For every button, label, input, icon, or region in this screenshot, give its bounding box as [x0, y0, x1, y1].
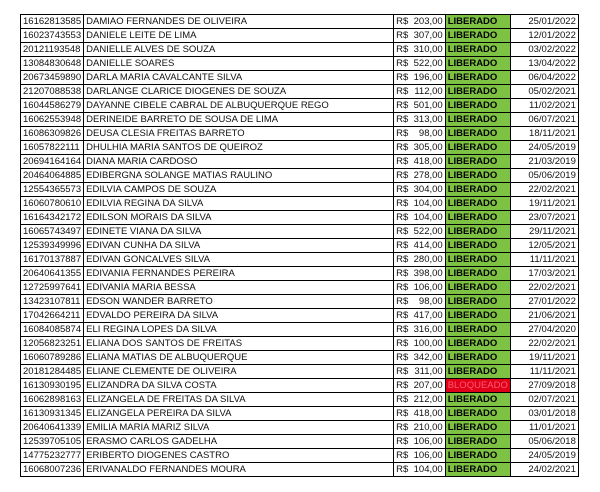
name-cell: ELIZANGELA PEREIRA DA SILVA: [84, 407, 394, 421]
currency-cell: R$: [394, 407, 412, 421]
currency-cell: R$: [394, 85, 412, 99]
name-cell: EDIVANIA FERNANDES PEREIRA: [84, 267, 394, 281]
currency-cell: R$: [394, 351, 412, 365]
value-cell: 316,00: [412, 323, 446, 337]
name-cell: EDILVIA REGINA DA SILVA: [84, 197, 394, 211]
currency-cell: R$: [394, 127, 412, 141]
date-cell: 05/02/2021: [510, 85, 578, 99]
id-cell: 16062898163: [21, 393, 84, 407]
table-row: [21, 365, 579, 379]
records-table: [20, 14, 579, 477]
value-cell: 112,00: [412, 85, 446, 99]
status-badge: LIBERADO: [445, 211, 510, 225]
status-badge: LIBERADO: [445, 351, 510, 365]
currency-cell: R$: [394, 225, 412, 239]
status-badge: LIBERADO: [445, 295, 510, 309]
value-cell: 104,00: [412, 211, 446, 225]
name-cell: ERIBERTO DIOGENES CASTRO: [84, 449, 394, 463]
id-cell: 20464064885: [21, 169, 84, 183]
id-cell: 12554365573: [21, 183, 84, 197]
currency-cell: R$: [394, 281, 412, 295]
name-cell: DAMIAO FERNANDES DE OLIVEIRA: [84, 15, 394, 29]
value-cell: 203,00: [412, 15, 446, 29]
date-cell: 29/11/2021: [510, 225, 578, 239]
value-cell: 106,00: [412, 281, 446, 295]
value-cell: 106,00: [412, 449, 446, 463]
status-badge: LIBERADO: [445, 169, 510, 183]
id-cell: 16162813585: [21, 15, 84, 29]
id-cell: 16044586279: [21, 99, 84, 113]
currency-cell: R$: [394, 15, 412, 29]
date-cell: 22/02/2021: [510, 337, 578, 351]
id-cell: 16065743497: [21, 225, 84, 239]
currency-cell: R$: [394, 435, 412, 449]
status-badge: LIBERADO: [445, 281, 510, 295]
table-row: [21, 197, 579, 211]
table-row: [21, 211, 579, 225]
name-cell: DANIELLE SOARES: [84, 57, 394, 71]
name-cell: ELIANE CLEMENTE DE OLIVEIRA: [84, 365, 394, 379]
id-cell: 20640641339: [21, 421, 84, 435]
id-cell: 13423107811: [21, 295, 84, 309]
status-badge: LIBERADO: [445, 393, 510, 407]
status-badge: LIBERADO: [445, 323, 510, 337]
name-cell: EDIVAN CUNHA DA SILVA: [84, 239, 394, 253]
value-cell: 313,00: [412, 113, 446, 127]
table-row: [21, 309, 579, 323]
table-row: [21, 15, 579, 29]
status-badge: LIBERADO: [445, 463, 510, 477]
table-row: [21, 421, 579, 435]
date-cell: 24/05/2019: [510, 449, 578, 463]
table-row: [21, 183, 579, 197]
name-cell: EDVALDO PEREIRA DA SILVA: [84, 309, 394, 323]
currency-cell: R$: [394, 113, 412, 127]
table-row: [21, 71, 579, 85]
date-cell: 19/11/2021: [510, 351, 578, 365]
currency-cell: R$: [394, 393, 412, 407]
value-cell: 522,00: [412, 225, 446, 239]
status-badge: LIBERADO: [445, 267, 510, 281]
name-cell: DAYANNE CIBELE CABRAL DE ALBUQUERQUE REGO: [84, 99, 394, 113]
status-badge: LIBERADO: [445, 365, 510, 379]
table-row: [21, 141, 579, 155]
date-cell: 17/03/2021: [510, 267, 578, 281]
date-cell: 11/11/2021: [510, 365, 578, 379]
status-badge: LIBERADO: [445, 155, 510, 169]
table-row: [21, 43, 579, 57]
table-row: [21, 463, 579, 477]
name-cell: ELIANA DOS SANTOS DE FREITAS: [84, 337, 394, 351]
value-cell: 398,00: [412, 267, 446, 281]
value-cell: 304,00: [412, 183, 446, 197]
date-cell: 24/05/2019: [510, 141, 578, 155]
id-cell: 16060789286: [21, 351, 84, 365]
date-cell: 11/01/2021: [510, 421, 578, 435]
table-row: [21, 351, 579, 365]
currency-cell: R$: [394, 29, 412, 43]
id-cell: 16170137887: [21, 253, 84, 267]
table-row: [21, 295, 579, 309]
id-cell: 13084830648: [21, 57, 84, 71]
currency-cell: R$: [394, 295, 412, 309]
name-cell: EDINETE VIANA DA SILVA: [84, 225, 394, 239]
currency-cell: R$: [394, 43, 412, 57]
table-row: [21, 337, 579, 351]
value-cell: 501,00: [412, 99, 446, 113]
name-cell: DERINEIDE BARRETO DE SOUSA DE LIMA: [84, 113, 394, 127]
id-cell: 16084085874: [21, 323, 84, 337]
date-cell: 02/07/2021: [510, 393, 578, 407]
status-badge: LIBERADO: [445, 197, 510, 211]
table-row: [21, 323, 579, 337]
date-cell: 13/04/2022: [510, 57, 578, 71]
id-cell: 16130931345: [21, 407, 84, 421]
currency-cell: R$: [394, 169, 412, 183]
status-badge: LIBERADO: [445, 225, 510, 239]
name-cell: ELIANA MATIAS DE ALBUQUERQUE: [84, 351, 394, 365]
table-row: [21, 253, 579, 267]
value-cell: 210,00: [412, 421, 446, 435]
status-badge: LIBERADO: [445, 99, 510, 113]
value-cell: 307,00: [412, 29, 446, 43]
status-badge: LIBERADO: [445, 71, 510, 85]
date-cell: 19/11/2021: [510, 197, 578, 211]
name-cell: EDIBERGNA SOLANGE MATIAS RAULINO: [84, 169, 394, 183]
date-cell: 05/06/2019: [510, 169, 578, 183]
date-cell: 27/01/2022: [510, 295, 578, 309]
date-cell: 21/06/2021: [510, 309, 578, 323]
currency-cell: R$: [394, 239, 412, 253]
id-cell: 12056823251: [21, 337, 84, 351]
value-cell: 278,00: [412, 169, 446, 183]
name-cell: ELIZANGELA DE FREITAS DA SILVA: [84, 393, 394, 407]
date-cell: 11/11/2021: [510, 253, 578, 267]
value-cell: 342,00: [412, 351, 446, 365]
currency-cell: R$: [394, 57, 412, 71]
status-badge: LIBERADO: [445, 253, 510, 267]
table-row: [21, 267, 579, 281]
table-row: [21, 127, 579, 141]
status-badge: LIBERADO: [445, 239, 510, 253]
id-cell: 21207088538: [21, 85, 84, 99]
currency-cell: R$: [394, 309, 412, 323]
table-row: [21, 225, 579, 239]
currency-cell: R$: [394, 141, 412, 155]
date-cell: 05/06/2018: [510, 435, 578, 449]
records-table-body: [21, 15, 579, 477]
date-cell: 24/02/2021: [510, 463, 578, 477]
value-cell: 417,00: [412, 309, 446, 323]
currency-cell: R$: [394, 155, 412, 169]
name-cell: DARLANGE CLARICE DIOGENES DE SOUZA: [84, 85, 394, 99]
currency-cell: R$: [394, 183, 412, 197]
id-cell: 16062553948: [21, 113, 84, 127]
value-cell: 212,00: [412, 393, 446, 407]
id-cell: 20121193548: [21, 43, 84, 57]
name-cell: EDIVANIA MARIA BESSA: [84, 281, 394, 295]
table-row: [21, 393, 579, 407]
name-cell: DEUSA CLESIA FREITAS BARRETO: [84, 127, 394, 141]
value-cell: 104,00: [412, 197, 446, 211]
id-cell: 16057822111: [21, 141, 84, 155]
status-badge: LIBERADO: [445, 85, 510, 99]
table-row: [21, 57, 579, 71]
id-cell: 16060780610: [21, 197, 84, 211]
table-row: [21, 85, 579, 99]
value-cell: 106,00: [412, 435, 446, 449]
date-cell: 06/04/2022: [510, 71, 578, 85]
id-cell: 12725997641: [21, 281, 84, 295]
value-cell: 100,00: [412, 337, 446, 351]
name-cell: EDILVIA CAMPOS DE SOUZA: [84, 183, 394, 197]
date-cell: 25/01/2022: [510, 15, 578, 29]
status-badge: LIBERADO: [445, 407, 510, 421]
id-cell: 20673459890: [21, 71, 84, 85]
status-badge: LIBERADO: [445, 127, 510, 141]
value-cell: 207,00: [412, 379, 446, 393]
table-row: [21, 239, 579, 253]
status-badge: LIBERADO: [445, 183, 510, 197]
currency-cell: R$: [394, 365, 412, 379]
value-cell: 310,00: [412, 43, 446, 57]
status-badge: LIBERADO: [445, 337, 510, 351]
status-badge: LIBERADO: [445, 421, 510, 435]
id-cell: 17042664211: [21, 309, 84, 323]
date-cell: 12/05/2021: [510, 239, 578, 253]
value-cell: 104,00: [412, 463, 446, 477]
currency-cell: R$: [394, 379, 412, 393]
name-cell: DANIELLE ALVES DE SOUZA: [84, 43, 394, 57]
date-cell: 21/03/2019: [510, 155, 578, 169]
id-cell: 16068007236: [21, 463, 84, 477]
date-cell: 06/07/2021: [510, 113, 578, 127]
table-row: [21, 29, 579, 43]
name-cell: EMILIA MARIA MARIZ SILVA: [84, 421, 394, 435]
status-badge: LIBERADO: [445, 449, 510, 463]
date-cell: 23/07/2021: [510, 211, 578, 225]
table-row: [21, 169, 579, 183]
status-badge: LIBERADO: [445, 29, 510, 43]
date-cell: 22/02/2021: [510, 281, 578, 295]
status-badge: LIBERADO: [445, 43, 510, 57]
currency-cell: R$: [394, 99, 412, 113]
status-badge: LIBERADO: [445, 435, 510, 449]
value-cell: 311,00: [412, 365, 446, 379]
date-cell: 03/01/2018: [510, 407, 578, 421]
table-row: [21, 435, 579, 449]
date-cell: 27/04/2020: [510, 323, 578, 337]
value-cell: 418,00: [412, 155, 446, 169]
name-cell: DARLA MARIA CAVALCANTE SILVA: [84, 71, 394, 85]
date-cell: 12/01/2022: [510, 29, 578, 43]
table-row: [21, 99, 579, 113]
currency-cell: R$: [394, 421, 412, 435]
table-row: [21, 281, 579, 295]
status-badge: LIBERADO: [445, 57, 510, 71]
status-badge: LIBERADO: [445, 309, 510, 323]
value-cell: 98,00: [412, 127, 446, 141]
id-cell: 20694164164: [21, 155, 84, 169]
name-cell: ERIVANALDO FERNANDES MOURA: [84, 463, 394, 477]
status-badge: LIBERADO: [445, 141, 510, 155]
id-cell: 12539349996: [21, 239, 84, 253]
name-cell: EDILSON MORAIS DA SILVA: [84, 211, 394, 225]
table-row: [21, 379, 579, 393]
currency-cell: R$: [394, 337, 412, 351]
id-cell: 20181284485: [21, 365, 84, 379]
id-cell: 16023743553: [21, 29, 84, 43]
name-cell: ERASMO CARLOS GADELHA: [84, 435, 394, 449]
currency-cell: R$: [394, 197, 412, 211]
date-cell: 22/02/2021: [510, 183, 578, 197]
currency-cell: R$: [394, 449, 412, 463]
id-cell: 16164342172: [21, 211, 84, 225]
name-cell: ELI REGINA LOPES DA SILVA: [84, 323, 394, 337]
currency-cell: R$: [394, 267, 412, 281]
value-cell: 418,00: [412, 407, 446, 421]
value-cell: 414,00: [412, 239, 446, 253]
table-row: [21, 407, 579, 421]
date-cell: 11/02/2021: [510, 99, 578, 113]
currency-cell: R$: [394, 253, 412, 267]
value-cell: 522,00: [412, 57, 446, 71]
id-cell: 16130930195: [21, 379, 84, 393]
currency-cell: R$: [394, 323, 412, 337]
value-cell: 280,00: [412, 253, 446, 267]
id-cell: 12539705105: [21, 435, 84, 449]
status-badge: LIBERADO: [445, 113, 510, 127]
table-row: [21, 113, 579, 127]
name-cell: DHULHIA MARIA SANTOS DE QUEIROZ: [84, 141, 394, 155]
date-cell: 18/11/2021: [510, 127, 578, 141]
value-cell: 196,00: [412, 71, 446, 85]
id-cell: 14775232777: [21, 449, 84, 463]
table-row: [21, 155, 579, 169]
name-cell: EDSON WANDER BARRETO: [84, 295, 394, 309]
name-cell: DIANA MARIA CARDOSO: [84, 155, 394, 169]
name-cell: DANIELE LEITE DE LIMA: [84, 29, 394, 43]
name-cell: EDIVAN GONCALVES SILVA: [84, 253, 394, 267]
currency-cell: R$: [394, 211, 412, 225]
id-cell: 16086309826: [21, 127, 84, 141]
date-cell: 27/09/2018: [510, 379, 578, 393]
name-cell: ELIZANDRA DA SILVA COSTA: [84, 379, 394, 393]
status-badge: LIBERADO: [445, 15, 510, 29]
date-cell: 03/02/2022: [510, 43, 578, 57]
table-row: [21, 449, 579, 463]
currency-cell: R$: [394, 71, 412, 85]
value-cell: 98,00: [412, 295, 446, 309]
status-badge: BLOQUEADO: [445, 379, 510, 393]
id-cell: 20640641355: [21, 267, 84, 281]
currency-cell: R$: [394, 463, 412, 477]
value-cell: 305,00: [412, 141, 446, 155]
